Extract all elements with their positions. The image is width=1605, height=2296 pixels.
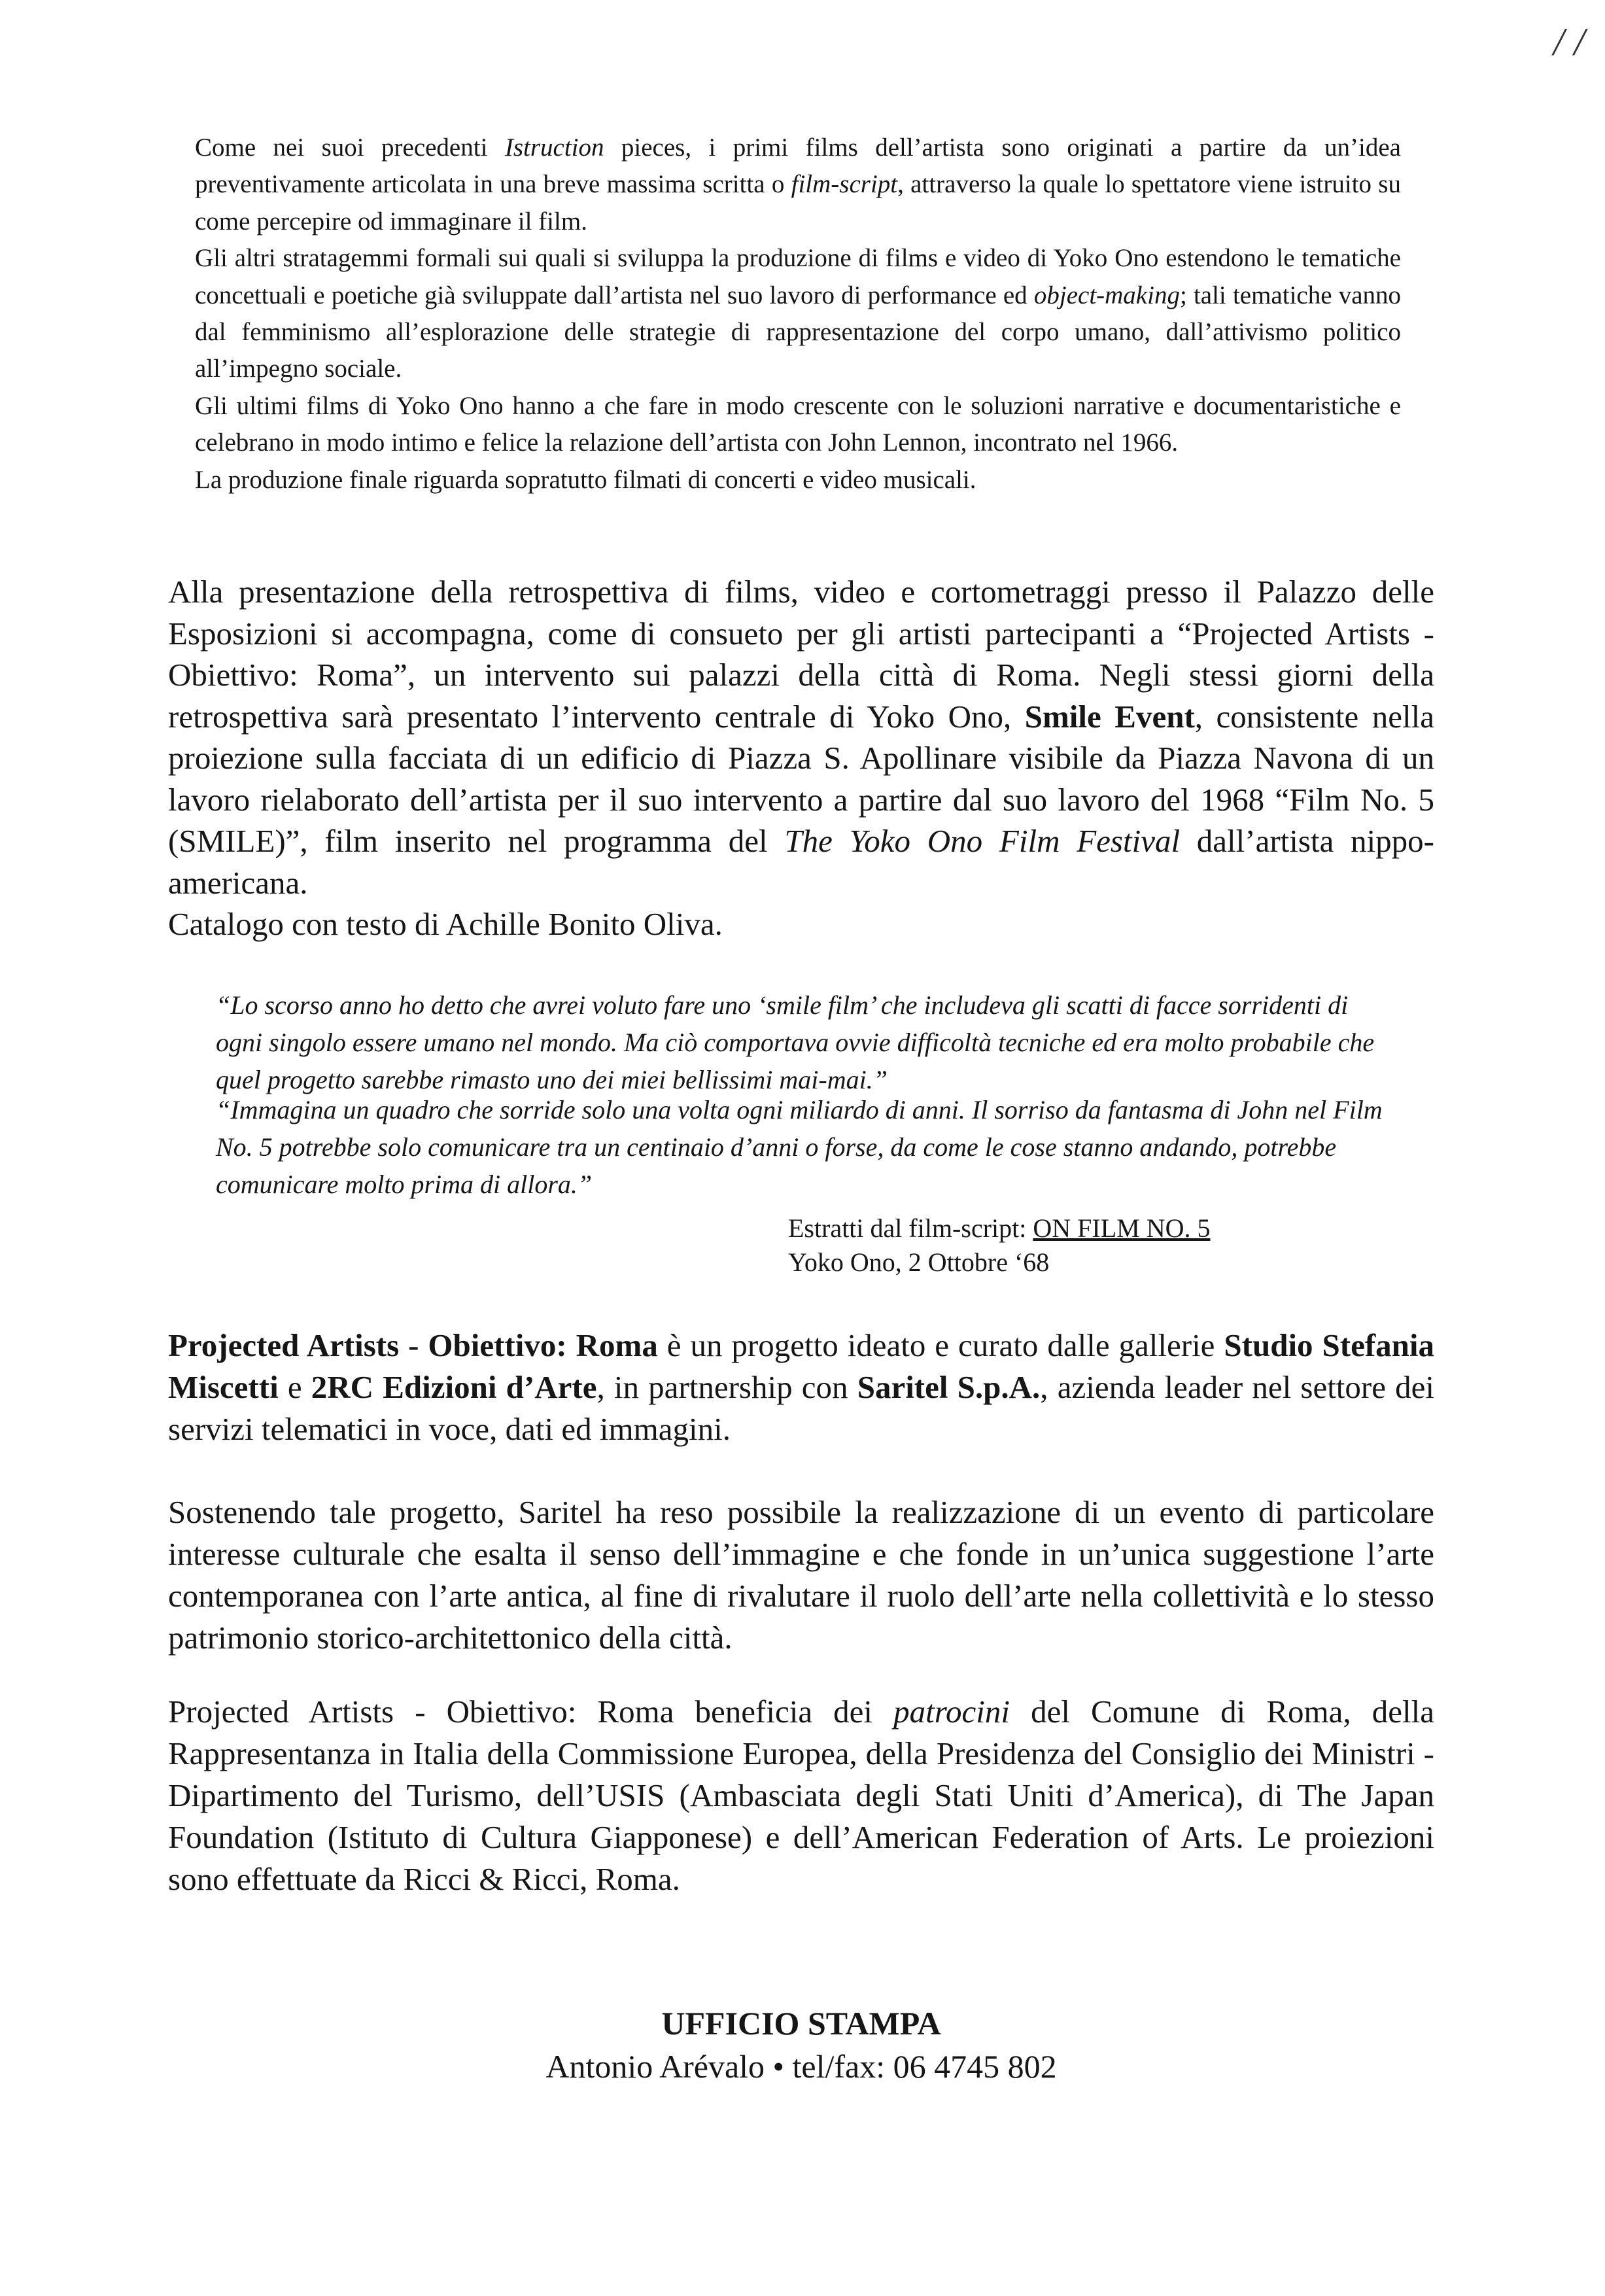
press-office-title: UFFICIO STAMPA xyxy=(661,2005,941,2042)
source-author: Yoko Ono, 2 Ottobre ‘68 xyxy=(788,1247,1050,1277)
patronage-paragraph: Projected Artists - Obiettivo: Roma beneficia dei patrocini del Comune di Roma, della Rappresentanza in Italia della Commissione Europea, della Presidenza del Consiglio dei Ministri - Dipartimento del Turismo, dell’USIS (Ambasciata degli Stati Uniti d’America), di The Japan Foundation (Istituto di Cultura Giapponese) e dell’American Federation of Arts. Le proiezioni sono effettuate da Ricci & Ricci, Roma. xyxy=(168,1694,1434,1897)
main-paragraph xyxy=(168,571,1434,945)
handwritten-mark: / / xyxy=(1553,20,1585,63)
intro-sentence-3: Gli ultimi films di Yoko Ono hanno a che fare in modo crescente con le soluzioni narrative e documentaristiche e celebrano in modo intimo e felice la relazione dell’artista con John Lennon, incontrato nel 1966. xyxy=(195,391,1401,457)
quote-2: “Immagina un quadro che sorride solo una volta ogni miliardo di anni. Il sorriso da fantasma di John nel Film No. 5 potrebbe solo comunicare tra un centinaio d’anni o forse, da come le cose stanno andando, potrebbe comunicare molto prima di allora.” xyxy=(216,1095,1383,1199)
intro-paragraph xyxy=(195,130,1401,498)
press-office xyxy=(507,2002,1096,2088)
sponsor-paragraph: Sostenendo tale progetto, Saritel ha reso possibile la realizzazione di un evento di particolare interesse culturale che esalta il senso dell’immagine e che fonde in un’unica suggestione l’arte contemporanea con l’arte antica, al fine di rivalutare il ruolo dell’arte nella collettività e lo stesso patrimonio storico-architettonico della città. xyxy=(168,1494,1434,1656)
intro-sentence-4: La produzione finale riguarda sopratutto filmati di concerti e video musicali. xyxy=(195,465,976,494)
press-office-contact: Antonio Arévalo • tel/fax: 06 4745 802 xyxy=(545,2048,1057,2085)
catalog-line: Catalogo con testo di Achille Bonito Oliva. xyxy=(168,906,723,942)
intro-sentence-2: Gli altri stratagemmi formali sui quali si sviluppa la produzione di films e video di Yoko Ono estendono le tematiche concettuali e poetiche già sviluppate dall’artista nel suo lavoro di performance ed object-making; tali tematiche vanno dal femminismo all’esplorazione delle strategie di rappresentazione del corpo umano, dall’attivismo politico all’impegno sociale. xyxy=(195,244,1402,383)
intro-sentence-1: Come nei suoi precedenti Istruction pieces, i primi films dell’artista sono originati a partire da un’idea preventivamente articolata in una breve massima scritta o film-script, attraverso la quale lo spettatore viene istruito su come percepire od immaginare il film. xyxy=(195,133,1401,235)
quote-1: “Lo scorso anno ho detto che avrei voluto fare uno ‘smile film’ che includeva gli scatti di facce sorridenti di ogni singolo essere umano nel mondo. Ma ciò comportava ovvie difficoltà tecniche ed era molto probabile che quel progetto sarebbe rimasto uno dei miei bellissimi mai-mai.” xyxy=(216,990,1375,1094)
source-title: ON FILM NO. 5 xyxy=(1033,1213,1211,1243)
source-line: Estratti dal film-script: ON FILM NO. 5 xyxy=(788,1213,1211,1243)
main-paragraph-body: Alla presentazione della retrospettiva di films, video e cortometraggi presso il Palazzo delle Esposizioni si accompagna, come di consueto per gli artisti partecipanti a “Projected Artists - Obiettivo: Roma”, un intervento sui palazzi della città di Roma. Negli stessi giorni della retrospettiva sarà presentato l’intervento centrale di Yoko Ono, Smile Event, consistente nella proiezione sulla facciata di un edificio di Piazza S. Apollinare visibile da Piazza Navona di un lavoro rielaborato dell’artista per il suo intervento a partire dal suo lavoro del 1968 “Film No. 5 (SMILE)”, film inserito nel programma del The Yoko Ono Film Festival dall’artista nippo-americana. xyxy=(168,574,1435,901)
quote-source xyxy=(788,1211,1210,1279)
projected-artists-paragraph: Projected Artists - Obiettivo: Roma è un progetto ideato e curato dalle gallerie Studio Stefania Miscetti e 2RC Edizioni d’Arte, in partnership con Saritel S.p.A., azienda leader nel settore dei servizi telematici in voce, dati ed immagini. xyxy=(168,1327,1435,1447)
